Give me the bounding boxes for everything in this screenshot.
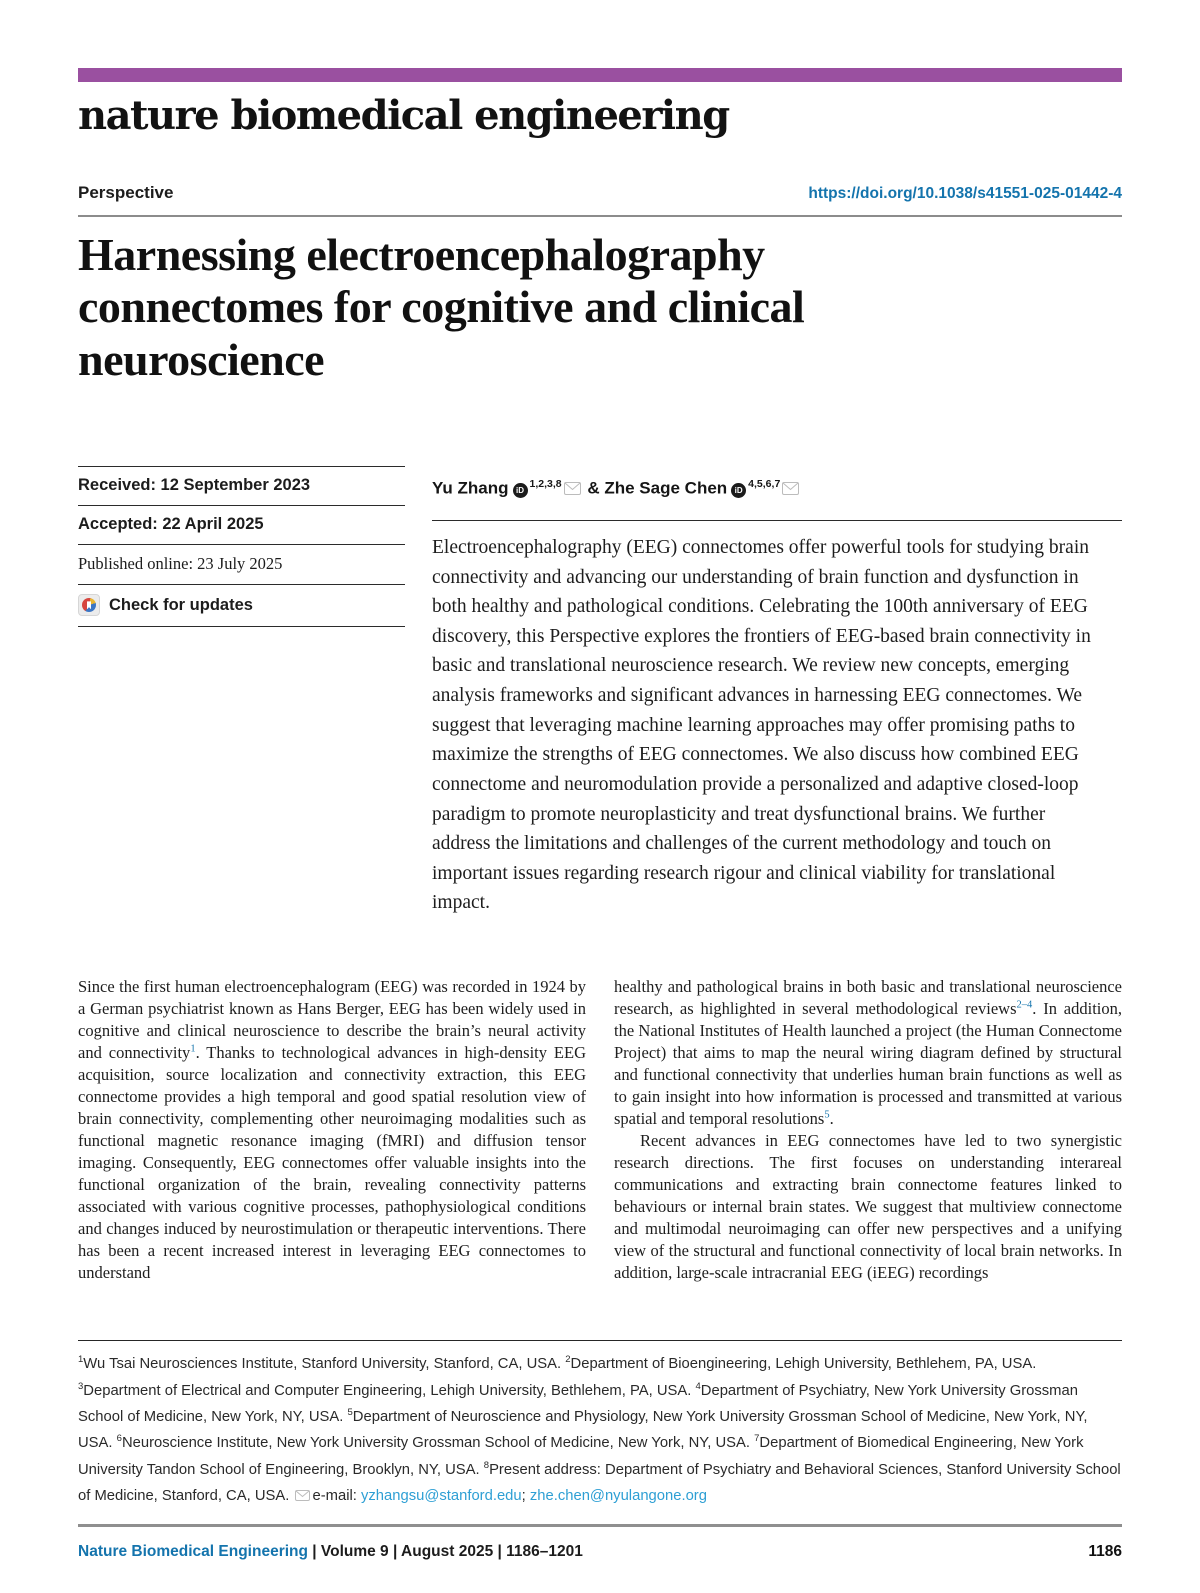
affiliation-number: 5 <box>347 1407 353 1419</box>
body-column-right <box>614 976 1122 1284</box>
crossmark-icon <box>78 594 100 616</box>
affiliation-text: Present address: Department of Psychiatry and Behavioral Sciences, Stanford University School of Medicine, Stanford, CA, USA. <box>78 1461 1121 1504</box>
affiliation-text: Department of Psychiatry, New York University Grossman School of Medicine, New York, NY, USA. <box>78 1382 1078 1425</box>
author-affiliation-sups: 1,2,3,8 <box>529 478 562 491</box>
author-name: Yu Zhang <box>432 478 509 498</box>
email-envelope-icon[interactable] <box>782 480 799 499</box>
author-name: Zhe Sage Chen <box>604 478 728 498</box>
affiliation-number: 4 <box>695 1380 701 1392</box>
doi-link[interactable]: https://doi.org/10.1038/s41551-025-01442-4 <box>808 185 1122 202</box>
email-link-author1[interactable]: yzhangsu@stanford.edu <box>361 1487 522 1504</box>
affiliation-number: 7 <box>754 1433 760 1445</box>
affiliations-footnote <box>78 1340 1122 1510</box>
body-paragraph <box>614 976 1122 1130</box>
email-link-author2[interactable]: zhe.chen@nyulangone.org <box>529 1487 707 1504</box>
check-for-updates[interactable] <box>78 584 405 627</box>
page-footer <box>78 1543 1122 1561</box>
brand-color-bar <box>78 68 1122 82</box>
ampersand: & <box>582 478 605 498</box>
check-for-updates-label: Check for updates <box>109 595 253 614</box>
article-meta-row <box>78 183 1122 203</box>
affiliation-text: Department of Bioengineering, Lehigh University, Bethlehem, PA, USA. <box>570 1356 1037 1373</box>
footer-citation <box>78 1543 583 1561</box>
header-grid <box>78 466 1122 918</box>
footer-divider <box>78 1524 1122 1527</box>
body-text: . <box>829 1109 834 1129</box>
authors-abstract-block <box>432 466 1122 918</box>
body-paragraph <box>78 976 586 1284</box>
body-columns <box>78 976 1122 1284</box>
body-paragraph: Recent advances in EEG connectomes have led to two synergistic research directions. The first focuses on understanding interareal communications and extracting brain connectome features linked to behaviours or internal brain states. We suggest that multiview connectome and multimodal neuroimaging can offer new perspectives and a unifying view of the structural and functional connectivity of local brain networks. In addition, large-scale intracranial EEG (iEEG) recordings <box>614 1131 1122 1283</box>
reference-link[interactable]: 2–4 <box>1016 999 1033 1011</box>
journal-logo: nature biomedical engineering <box>78 92 729 139</box>
reference-link[interactable]: 5 <box>824 1109 830 1121</box>
affiliation-text: Department of Neuroscience and Physiology, New York University Grossman School of Medicine, New York, NY, USA. <box>78 1408 1088 1452</box>
affiliation-number: 1 <box>78 1354 84 1366</box>
page-number: 1186 <box>1088 1543 1122 1561</box>
affiliation-number: 2 <box>565 1354 571 1366</box>
email-separator: ; <box>521 1487 530 1504</box>
email-label: e-mail: <box>312 1487 361 1504</box>
divider <box>432 520 1122 521</box>
reference-link[interactable]: 1 <box>190 1043 196 1055</box>
affiliation-text: Department of Biomedical Engineering, New York University Tandon School of Engineering, Brooklyn, NY, USA. <box>78 1435 1084 1478</box>
body-text: . In addition, the National Institutes of Health launched a project (the Human Connectome Project) that aims to map the neural wiring diagram defined by structural and functional connectivity that underlies human brain functions as well as to gain insight into how information is processed and transmitted at various spatial and temporal resolutions <box>614 999 1122 1129</box>
history-box <box>78 466 405 918</box>
affiliation-number: 3 <box>78 1380 84 1392</box>
accepted-date: Accepted: 22 April 2025 <box>78 505 405 544</box>
article-title: Harnessing electroencephalography connectomes for cognitive and clinical neuroscience <box>78 229 805 385</box>
body-text: Since the first human electroencephalogram (EEG) was recorded in 1924 by a German psychiatrist known as Hans Berger, EEG has been widely used in cognitive and clinical neuroscience to describe the brain’s neural activity and connectivity <box>78 977 586 1063</box>
authors-line <box>432 466 1122 500</box>
affiliation-text: Wu Tsai Neurosciences Institute, Stanford University, Stanford, CA, USA. <box>83 1356 566 1373</box>
published-date: Published online: 23 July 2025 <box>78 544 405 584</box>
footer-journal-link[interactable]: Nature Biomedical Engineering <box>78 1543 308 1561</box>
body-column-left <box>78 976 586 1284</box>
affiliation-text: Neuroscience Institute, New York University Grossman School of Medicine, New York, NY, USA. <box>121 1435 755 1452</box>
affiliation-number: 6 <box>116 1433 122 1445</box>
footer-volume-info: | Volume 9 | August 2025 | 1186–1201 <box>307 1543 583 1561</box>
author-affiliation-sups: 4,5,6,7 <box>748 478 781 491</box>
received-date: Received: 12 September 2023 <box>78 466 405 505</box>
orcid-icon[interactable]: iD <box>513 483 528 498</box>
article-type-label: Perspective <box>78 183 174 202</box>
affiliation-number: 8 <box>483 1459 490 1471</box>
body-text: healthy and pathological brains in both basic and translational neuroscience research, as highlighted in several methodological reviews <box>614 977 1122 1019</box>
email-envelope-icon[interactable] <box>564 480 581 499</box>
body-text: . Thanks to technological advances in high-density EEG acquisition, source localization and connectivity extraction, this EEG connectome provides a high temporal and good spatial resolution view of brain connectivity, complementing other neuroimaging modalities such as functional magnetic resonance imaging (fMRI) and diffusion tensor imaging. Consequently, EEG connectomes offer valuable insights into the functional organization of the brain, revealing connectivity patterns associated with various cognitive processes, pathophysiological conditions and changes induced by neurostimulation or therapeutic interventions. There has been a recent increased interest in leveraging EEG connectomes to understand <box>78 1043 586 1283</box>
orcid-icon[interactable]: iD <box>731 483 746 498</box>
abstract-text: Electroencephalography (EEG) connectomes offer powerful tools for studying brain connectivity and advancing our understanding of brain function and dysfunction in both healthy and pathological conditions. Celebrating the 100th anniversary of EEG discovery, this Perspective explores the frontiers of EEG-based brain connectivity in basic and translational neuroscience research. We review new concepts, emerging analysis frameworks and significant advances in harnessing EEG connectomes. We suggest that leveraging machine learning approaches may offer promising paths to maximize the strengths of EEG connectomes. We also discuss how combined EEG connectome and neuromodulation provide a personalized and adaptive closed-loop paradigm to promote neuroplasticity and treat dysfunctional brains. We further address the limitations and challenges of the current methodology and touch on important issues regarding research rigour and clinical viability for translational impact. <box>432 536 1091 914</box>
email-envelope-icon <box>295 1489 310 1505</box>
affiliation-text: Department of Electrical and Computer Engineering, Lehigh University, Bethlehem, PA, USA. <box>83 1382 696 1399</box>
divider <box>78 215 1122 217</box>
